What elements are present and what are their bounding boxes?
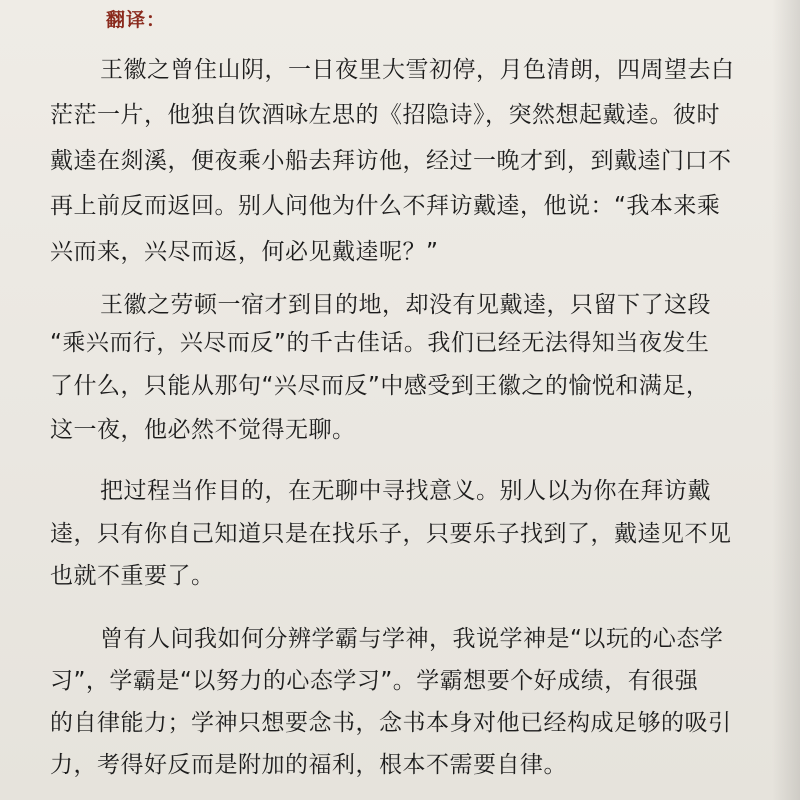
paragraph-4-line-4: 力，考得好反而是附加的福利，根本不需要自律。 bbox=[50, 752, 567, 778]
paragraph-4-line-1: 曾有人问我如何分辨学霸与学神，我说学神是“以玩的心态学 bbox=[100, 626, 724, 652]
paragraph-4-line-3: 的自律能力；学神只想要念书，念书本身对他已经构成足够的吸引 bbox=[50, 710, 732, 736]
paragraph-3-line-1: 把过程当作目的，在无聊中寻找意义。别人以为你在拜访戴 bbox=[100, 478, 711, 504]
paragraph-1-line-1: 王徽之曾住山阴，一日夜里大雪初停，月色清朗，四周望去白 bbox=[100, 57, 735, 83]
paragraph-1-line-5: 兴而来，兴尽而返，何必见戴逵呢？” bbox=[50, 239, 439, 265]
paragraph-4-line-2: 习”，学霸是“以努力的心态学习”。学霸想要个好成绩，有很强 bbox=[50, 668, 699, 694]
paragraph-2-line-2: “乘兴而行，兴尽而反”的千古佳话。我们已经无法得知当夜发生 bbox=[50, 330, 710, 356]
page-edge-shadow bbox=[772, 0, 800, 800]
paragraph-1-line-3: 戴逵在剡溪，便夜乘小船去拜访他，经过一晚才到，到戴逵门口不 bbox=[50, 148, 732, 174]
section-heading: 翻译： bbox=[106, 9, 167, 31]
paragraph-2-line-3: 了什么，只能从那句“兴尽而反”中感受到王徽之的愉悦和满足， bbox=[50, 373, 710, 399]
paragraph-3-line-3: 也就不重要了。 bbox=[50, 563, 215, 589]
paragraph-3-line-2: 逵，只有你自己知道只是在找乐子，只要乐子找到了，戴逵见不见 bbox=[50, 521, 732, 547]
paragraph-1-line-2: 茫茫一片，他独自饮酒咏左思的《招隐诗》，突然想起戴逵。彼时 bbox=[50, 102, 720, 128]
paragraph-2-line-4: 这一夜，他必然不觉得无聊。 bbox=[50, 417, 356, 443]
paragraph-1-line-4: 再上前反而返回。别人问他为什么不拜访戴逵，他说：“我本来乘 bbox=[50, 193, 721, 219]
paragraph-2-line-1: 王徽之劳顿一宿才到目的地，却没有见戴逵，只留下了这段 bbox=[100, 292, 711, 318]
